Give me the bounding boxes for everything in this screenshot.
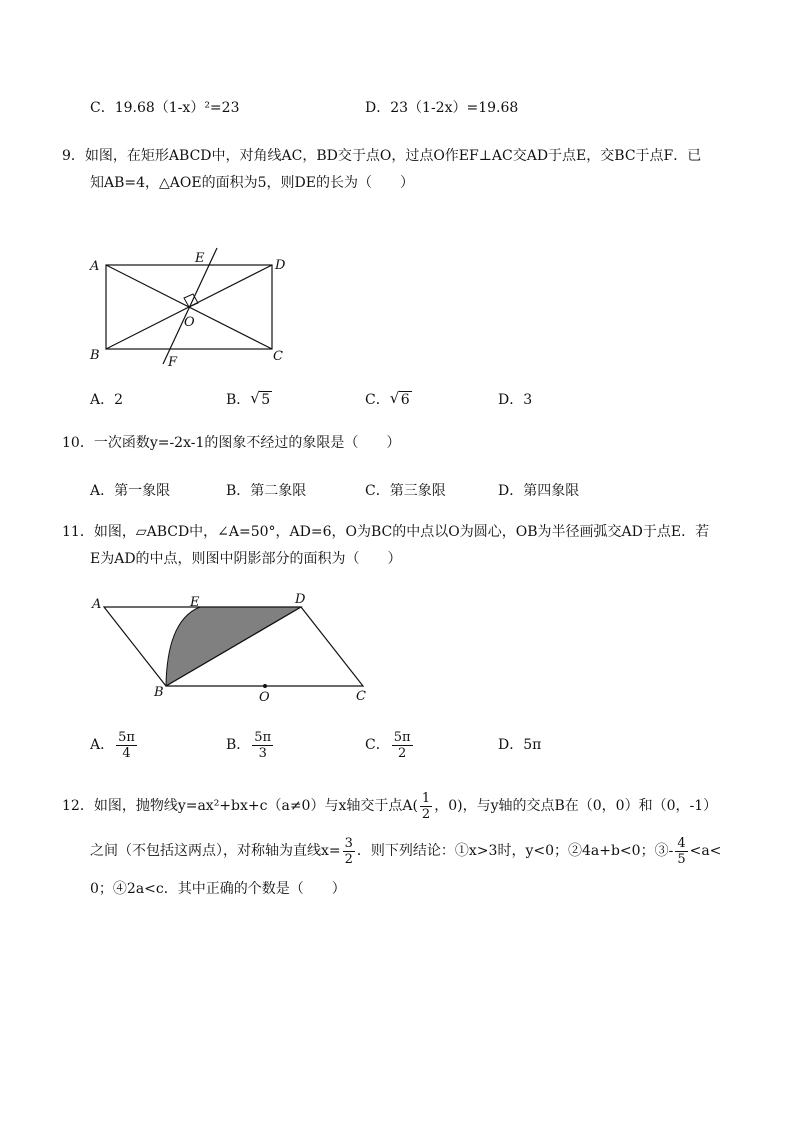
q9-option-b: B． √ 5 xyxy=(226,389,271,408)
q9-stem-line1: 9．如图，在矩形ABCD中，对角线AC，BD交于点O，过点O作EF⊥AC交AD于点E，交BC于点F．已 xyxy=(62,148,702,164)
center-point-o xyxy=(263,684,267,688)
q11-option-d: D．5π xyxy=(498,737,542,753)
q9-rectangle-figure xyxy=(80,240,320,375)
q11-option-c: C． $\frac{5\pi}{2}$ xyxy=(365,729,411,761)
label-b: B xyxy=(154,685,164,700)
label-b: B xyxy=(90,348,100,363)
label-o: O xyxy=(184,315,195,330)
q11-parallelogram-figure xyxy=(80,585,380,710)
label-a: A xyxy=(92,597,102,612)
q8-option-d: D．23（1-2x）=19.68 xyxy=(365,100,519,116)
q9-option-a: A．2 xyxy=(90,392,124,408)
q10-option-a: A．第一象限 xyxy=(90,483,171,499)
label-e: E xyxy=(195,251,205,266)
q9-option-c: C． √ 6 xyxy=(365,389,410,408)
q11-option-a: A． $\frac{5\pi}{4}$ xyxy=(90,729,135,761)
label-c: C xyxy=(356,689,366,704)
q11-option-b: B． $\frac{5\pi}{3}$ xyxy=(226,729,272,761)
label-a: A xyxy=(90,259,100,274)
label-e: E xyxy=(190,595,200,610)
q10-option-c: C．第三象限 xyxy=(365,483,446,499)
label-f: F xyxy=(168,355,178,370)
q12-stem-line2: 之间（不包括这两点），对称轴为直线x= $\frac{3}{2}$ ．则下列结论：①x>3时，y<0；②4a+b<0；③- $\frac{4}{5}$ <a< xyxy=(90,835,722,867)
q9-option-d: D．3 xyxy=(498,392,533,408)
q12-stem-line3: 0；④2a<c．其中正确的个数是（ ） xyxy=(90,881,346,897)
q12-stem-line1: 12．如图，抛物线y=ax²+bx+c（a≠0）与x轴交于点A( $\frac{1}{2}$ ，0)，与y轴的交点B在（0，0）和（0，-1） xyxy=(62,790,718,822)
q9-stem-line2: 知AB=4，△AOE的面积为5，则DE的长为（ ） xyxy=(90,175,414,191)
label-d: D xyxy=(295,592,306,607)
q8-option-c: C．19.68（1-x）²=23 xyxy=(90,100,240,116)
label-c: C xyxy=(273,349,283,364)
q10-option-d: D．第四象限 xyxy=(498,483,580,499)
q11-stem-line2: E为AD的中点，则图中阴影部分的面积为（ ） xyxy=(90,551,402,567)
q10-option-b: B．第二象限 xyxy=(226,483,307,499)
q11-stem-line1: 11．如图，▱ABCD中，∠A=50°，AD=6，O为BC的中点以O为圆心，OB为半径画弧交AD于点E．若 xyxy=(62,524,710,540)
label-o: O xyxy=(259,690,270,705)
label-d: D xyxy=(275,258,286,273)
q10-stem: 10．一次函数y=-2x-1的图象不经过的象限是（ ） xyxy=(62,435,401,451)
